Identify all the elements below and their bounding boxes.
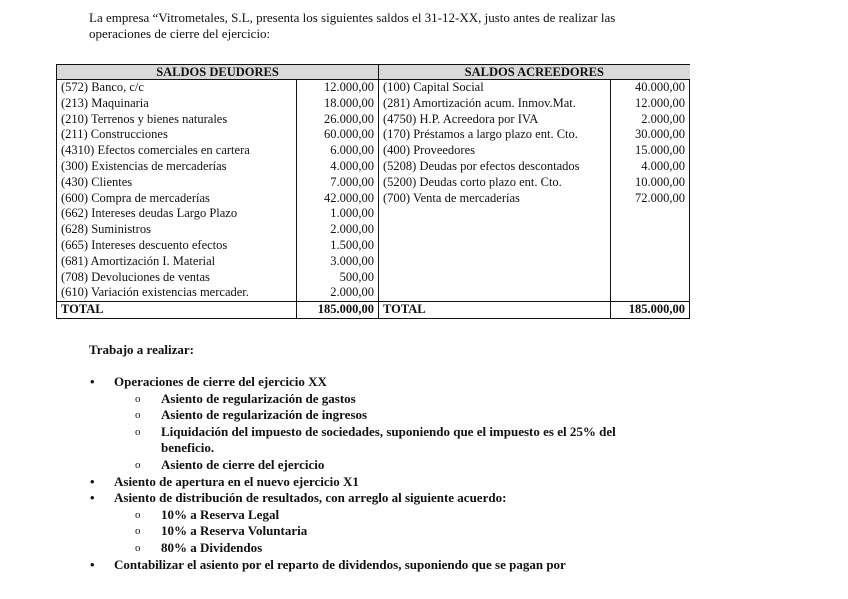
subtask-item: o 80% a Dividendos — [114, 540, 650, 557]
acreedor-account: (100) Capital Social — [379, 80, 611, 96]
table-row — [57, 175, 690, 191]
balances-table — [56, 64, 690, 319]
table-row — [57, 222, 690, 238]
acreedor-account: (5208) Deudas por efectos descontados — [379, 159, 611, 175]
deudor-amount: 6.000,00 — [297, 143, 379, 159]
acreedor-account — [379, 206, 611, 222]
acreedor-amount — [611, 238, 690, 254]
deudor-account: (211) Construcciones — [57, 127, 297, 143]
deudor-account: (628) Suministros — [57, 222, 297, 238]
table-row — [57, 80, 690, 96]
deudor-amount: 1.500,00 — [297, 238, 379, 254]
acreedor-account — [379, 222, 611, 238]
deudor-account: (572) Banco, c/c — [57, 80, 297, 96]
task-item: • Contabilizar el asiento por el reparto de dividendos, suponiendo que se pagan por — [90, 557, 650, 574]
acreedor-amount — [611, 270, 690, 286]
balances-rows — [57, 80, 690, 302]
deudor-account: (210) Terrenos y bienes naturales — [57, 112, 297, 128]
subtask-list — [114, 507, 650, 557]
acreedor-amount: 40.000,00 — [611, 80, 690, 96]
table-row — [57, 96, 690, 112]
deudor-amount: 2.000,00 — [297, 222, 379, 238]
table-row — [57, 254, 690, 270]
deudor-account: (430) Clientes — [57, 175, 297, 191]
trabajo-title: Trabajo a realizar: — [89, 342, 194, 357]
task-distribucion-label: Asiento de distribución de resultados, con arreglo al siguiente acuerdo: — [114, 490, 507, 506]
table-row — [57, 285, 690, 301]
acreedor-amount: 2.000,00 — [611, 112, 690, 128]
deudor-account: (610) Variación existencias mercader. — [57, 285, 297, 301]
deudores-header: SALDOS DEUDORES — [57, 65, 379, 80]
table-row — [57, 206, 690, 222]
subtask-item: o Asiento de regularización de gastos — [114, 391, 650, 408]
task-item: • Asiento de apertura en el nuevo ejercicio X1 — [90, 474, 650, 491]
acreedor-account: (4750) H.P. Acreedora por IVA — [379, 112, 611, 128]
deudor-account: (681) Amortización I. Material — [57, 254, 297, 270]
subtask-item: o 10% a Reserva Legal — [114, 507, 650, 524]
acreedor-amount: 10.000,00 — [611, 175, 690, 191]
acreedor-amount: 72.000,00 — [611, 191, 690, 207]
subtask-item: o 10% a Reserva Voluntaria — [114, 523, 650, 540]
acreedor-amount — [611, 222, 690, 238]
total-deudores: 185.000,00 — [297, 302, 379, 319]
acreedor-amount — [611, 206, 690, 222]
acreedor-account: (5200) Deudas corto plazo ent. Cto. — [379, 175, 611, 191]
table-row — [57, 191, 690, 207]
total-row — [57, 302, 690, 319]
table-header-row — [57, 65, 690, 80]
deudor-amount: 500,00 — [297, 270, 379, 286]
deudor-amount: 7.000,00 — [297, 175, 379, 191]
acreedor-account — [379, 238, 611, 254]
total-acreedores: 185.000,00 — [611, 302, 690, 319]
deudor-account: (662) Intereses deudas Largo Plazo — [57, 206, 297, 222]
table-row — [57, 270, 690, 286]
deudor-amount: 26.000,00 — [297, 112, 379, 128]
table-row — [57, 127, 690, 143]
subtask-item: o Liquidación del impuesto de sociedades, suponiendo que el impuesto es el 25% del beneficio. — [114, 424, 650, 457]
acreedor-amount: 30.000,00 — [611, 127, 690, 143]
acreedor-account: (281) Amortización acum. Inmov.Mat. — [379, 96, 611, 112]
deudor-account: (708) Devoluciones de ventas — [57, 270, 297, 286]
deudor-account: (4310) Efectos comerciales en cartera — [57, 143, 297, 159]
acreedor-amount: 15.000,00 — [611, 143, 690, 159]
acreedor-account — [379, 254, 611, 270]
acreedor-amount — [611, 254, 690, 270]
subtask-item: o Asiento de cierre del ejercicio — [114, 457, 650, 474]
deudor-amount: 12.000,00 — [297, 80, 379, 96]
total-label-deudores: TOTAL — [57, 302, 297, 319]
table-row — [57, 112, 690, 128]
deudor-account: (665) Intereses descuento efectos — [57, 238, 297, 254]
deudor-amount: 2.000,00 — [297, 285, 379, 301]
table-row — [57, 238, 690, 254]
deudor-amount: 42.000,00 — [297, 191, 379, 207]
acreedor-amount: 4.000,00 — [611, 159, 690, 175]
acreedor-account: (400) Proveedores — [379, 143, 611, 159]
deudor-account: (600) Compra de mercaderías — [57, 191, 297, 207]
task-cierre-label: Operaciones de cierre del ejercicio XX — [114, 374, 327, 389]
acreedor-account: (700) Venta de mercaderías — [379, 191, 611, 207]
deudor-account: (300) Existencias de mercaderías — [57, 159, 297, 175]
deudor-amount: 18.000,00 — [297, 96, 379, 112]
acreedor-amount: 12.000,00 — [611, 96, 690, 112]
acreedor-account — [379, 285, 611, 301]
deudor-amount: 4.000,00 — [297, 159, 379, 175]
task-list — [90, 374, 650, 573]
deudor-amount: 3.000,00 — [297, 254, 379, 270]
task-item — [90, 374, 650, 474]
acreedor-account — [379, 270, 611, 286]
subtask-list — [114, 391, 650, 474]
acreedores-header: SALDOS ACREEDORES — [379, 65, 690, 80]
deudor-amount: 1.000,00 — [297, 206, 379, 222]
acreedor-account: (170) Préstamos a largo plazo ent. Cto. — [379, 127, 611, 143]
acreedor-amount — [611, 285, 690, 301]
total-label-acreedores: TOTAL — [379, 302, 611, 319]
deudor-amount: 60.000,00 — [297, 127, 379, 143]
subtask-item: o Asiento de regularización de ingresos — [114, 407, 650, 424]
task-item — [90, 490, 650, 556]
table-row — [57, 143, 690, 159]
intro-paragraph: La empresa “Vitrometales, S.L, presenta los siguientes saldos el 31-12-XX, justo antes de realizar las operaciones de cierre del ejercicio: — [89, 10, 616, 41]
table-row — [57, 159, 690, 175]
deudor-account: (213) Maquinaria — [57, 96, 297, 112]
